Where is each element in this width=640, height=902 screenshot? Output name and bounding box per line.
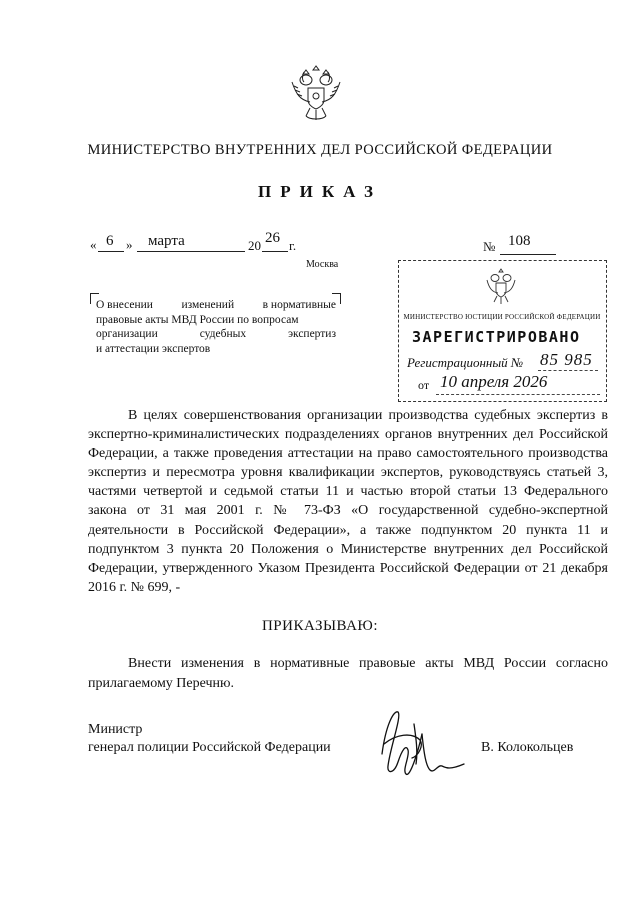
stamp-registered-label: ЗАРЕГИСТРИРОВАНО xyxy=(412,328,581,346)
stamp-reg-number: 85 985 xyxy=(540,350,593,369)
number-value: 108 xyxy=(508,233,531,249)
number-underline xyxy=(500,254,556,255)
subject-line-4: и аттестации экспертов xyxy=(96,342,211,355)
date-close-quote: » xyxy=(126,237,133,252)
date-month: марта xyxy=(148,233,185,249)
subject-word: организации xyxy=(96,328,158,340)
ministry-name: МИНИСТЕРСТВО ВНУТРЕННИХ ДЕЛ РОССИЙСКОЙ ФЕДЕРАЦИИ xyxy=(87,142,553,158)
coat-of-arms-emblem xyxy=(288,60,344,126)
stamp-date-prefix: от xyxy=(418,378,430,392)
stamp-number-underline xyxy=(538,370,598,371)
subject-word: в нормативные xyxy=(262,299,336,311)
orders-heading: ПРИКАЗЫВАЮ: xyxy=(261,618,379,634)
stamp-date: 10 апреля 2026 xyxy=(440,372,548,391)
signer-name: В. Колокольцев xyxy=(481,740,574,755)
stamp-date-underline xyxy=(436,394,600,395)
preamble xyxy=(88,406,608,597)
subject-word: судебных xyxy=(199,328,247,340)
order-instruction xyxy=(88,654,608,693)
stamp-organization: МИНИСТЕРСТВО ЮСТИЦИИ РОССИЙСКОЙ ФЕДЕРАЦИИ xyxy=(403,313,601,321)
date-year-prefix: 20 xyxy=(248,238,261,253)
handwritten-signature xyxy=(372,704,472,784)
city-name: Москва xyxy=(306,259,339,270)
signer-rank: генерал полиции Российской Федерации xyxy=(88,740,331,755)
stamp-reg-number-label: Регистрационный № xyxy=(407,355,524,370)
date-year-abbr: г. xyxy=(289,238,297,253)
date-day-underline xyxy=(98,251,124,252)
date-open-quote: « xyxy=(90,237,97,252)
subject-word: экспертиз xyxy=(288,328,336,340)
signer-title: Министр xyxy=(88,722,143,737)
subject-word: изменений xyxy=(181,299,235,311)
subject-word: О внесении xyxy=(96,299,153,311)
preamble-paragraph: В целях совершенствования организации производства судебных экспертиз в экспертно-криминалистических подразделениях органов внутренних дел Российской Федерации, а также проведения аттестации на право самостоятельного производства экспертиз и пересмотра уровня квалификации экспертов, руководствуясь статьей 3, частями четвертой и седьмой статьи 11 и частью второй статьи 13 Федерального закона от 31 мая 2001 г. № 73-ФЗ «О государственной судебно-экспертной деятельности в Российской Федерации», а также подпунктом 20 пункта 11 и подпунктом 3 пункта 20 Положения о Министерстве внутренних дел Российской Федерации, утвержденного Указом Президента Российской Федерации от 21 декабря 2016 г. № 699, - xyxy=(88,408,608,595)
number-sign: № xyxy=(483,239,496,254)
document-subject xyxy=(96,298,336,356)
subject-line-2: правовые акты МВД России по вопросам xyxy=(96,313,299,326)
date-year-underline xyxy=(262,251,288,252)
date-day: 6 xyxy=(106,233,114,249)
subject-line-1 xyxy=(96,298,336,313)
stamp-emblem-icon xyxy=(484,266,518,308)
document-type-title: ПРИКАЗ xyxy=(258,182,382,201)
date-month-underline xyxy=(137,251,245,252)
date-year-suffix: 26 xyxy=(265,230,280,246)
instruction-paragraph: Внести изменения в нормативные правовые акты МВД России согласно прилагаемому Перечню. xyxy=(88,656,608,691)
subject-line-3 xyxy=(96,327,336,342)
